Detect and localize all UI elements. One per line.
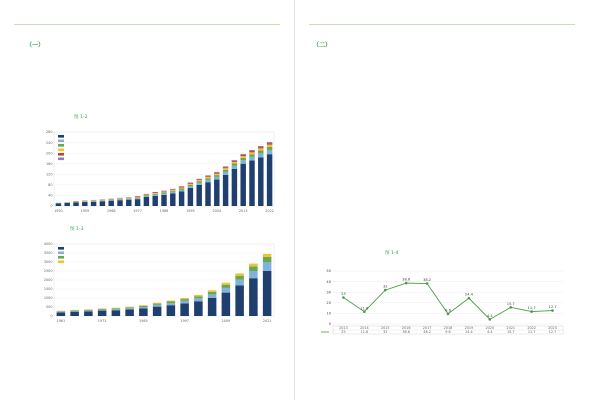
figure2-bar-segment bbox=[180, 298, 189, 299]
figure2-bar-segment bbox=[222, 288, 231, 293]
figure1-bar-segment bbox=[205, 176, 210, 177]
figure1-bar-segment bbox=[267, 150, 272, 154]
figure3-data-label: 38.2 bbox=[423, 278, 432, 283]
figure2-x-tick: 1997 bbox=[180, 319, 189, 323]
figure2-x-tick: 1961 bbox=[56, 319, 66, 323]
figure2-bar-segment bbox=[57, 312, 66, 316]
figure1-legend-swatch bbox=[58, 140, 64, 143]
figure1-bar-segment bbox=[267, 147, 272, 150]
figure3-table-value: 9.6 bbox=[445, 330, 451, 335]
left-paragraph-1 bbox=[26, 56, 276, 94]
figure1-bar-segment bbox=[267, 145, 272, 147]
figure2-bar-segment bbox=[249, 271, 258, 278]
figure1-bar-segment bbox=[152, 192, 157, 193]
figure1-bar-segment bbox=[214, 174, 219, 175]
figure1-bar-segment bbox=[267, 142, 272, 143]
figure2-bar-segment bbox=[222, 285, 231, 288]
figure1-bar-segment bbox=[249, 161, 254, 206]
figure1-x-tick: 2013 bbox=[238, 209, 248, 213]
figure1-bar-segment bbox=[170, 189, 175, 190]
figure3-data-label: 12.7 bbox=[548, 305, 557, 310]
figure1-bar-segment bbox=[179, 189, 184, 190]
figure2-bar-segment bbox=[139, 307, 148, 308]
figure2-legend-swatch bbox=[58, 252, 64, 255]
figure1-bar-segment bbox=[152, 193, 157, 194]
figure1-bar-segment bbox=[73, 202, 78, 203]
figure3-data-label: 25 bbox=[341, 292, 346, 297]
figure1-bar-segment bbox=[249, 154, 254, 157]
figure2-bar-segment bbox=[167, 303, 176, 305]
figure3-chart bbox=[315, 266, 577, 338]
figure3-table-value: 4.4 bbox=[487, 330, 493, 335]
figure1-bar-segment bbox=[126, 199, 131, 200]
figure1-y-tick: 240 bbox=[46, 140, 53, 145]
figure1-bar-segment bbox=[258, 146, 263, 147]
figure3-point bbox=[363, 310, 366, 313]
figure3-data-label: 32 bbox=[382, 284, 388, 289]
figure1-bar-segment bbox=[232, 166, 237, 169]
figure2-bar-segment bbox=[98, 311, 107, 316]
figure2-y-tick: 1500 bbox=[43, 287, 53, 292]
figure1-bar-segment bbox=[126, 198, 131, 199]
figure1-y-tick: 280 bbox=[46, 130, 53, 135]
figure2-bar-segment bbox=[70, 312, 79, 316]
figure1-legend-swatch bbox=[58, 153, 64, 156]
figure1-x-tick: 1950 bbox=[54, 209, 63, 213]
right-footnote bbox=[313, 368, 573, 378]
figure2-bar-segment bbox=[263, 271, 272, 316]
figure1-bar-segment bbox=[223, 167, 228, 168]
figure1-bar-segment bbox=[144, 195, 149, 196]
figure1-bar-segment bbox=[232, 163, 237, 165]
figure1-y-tick: 200 bbox=[46, 151, 53, 156]
figure1-bar-segment bbox=[179, 187, 184, 188]
figure1-legend-swatch bbox=[58, 158, 64, 161]
figure2-legend-swatch bbox=[58, 247, 64, 250]
figure3-point bbox=[530, 310, 533, 313]
right-paragraph-1 bbox=[313, 54, 573, 86]
figure1-bar-segment bbox=[108, 201, 113, 206]
figure2-bar-segment bbox=[84, 310, 93, 311]
figure1-bar-segment bbox=[232, 169, 237, 206]
left-paragraph-2 bbox=[26, 96, 276, 112]
figure3-table-value: 12.7 bbox=[548, 330, 557, 335]
figure2-y-tick: 2500 bbox=[43, 269, 53, 274]
figure2-bar-segment bbox=[208, 298, 217, 316]
figure3-x-tick: 2016 bbox=[401, 326, 411, 331]
figure3-table-value: 11.7 bbox=[527, 330, 536, 335]
figure1-bar-segment bbox=[161, 191, 166, 192]
figure2-legend-swatch bbox=[58, 256, 64, 259]
figure3-y-tick: 30 bbox=[326, 290, 331, 295]
figure3-x-tick: 2013 bbox=[339, 326, 348, 331]
figure1-bar-segment bbox=[249, 150, 254, 151]
figure2-bar-segment bbox=[263, 257, 272, 262]
figure2-chart bbox=[40, 240, 278, 326]
figure1-bar-segment bbox=[205, 175, 210, 176]
figure3-point bbox=[509, 306, 512, 309]
figure1-y-tick: 80 bbox=[48, 183, 53, 188]
figure1-bar-segment bbox=[249, 157, 254, 161]
figure2-x-tick: 2009 bbox=[221, 319, 231, 323]
figure3-x-tick: 2023 bbox=[548, 326, 557, 331]
figure2-bar-segment bbox=[84, 311, 93, 316]
figure1-bar-segment bbox=[205, 178, 210, 180]
figure2-bar-segment bbox=[167, 305, 176, 316]
figure1-bar-segment bbox=[152, 196, 157, 206]
figure1-bar-segment bbox=[249, 152, 254, 154]
figure3-x-tick: 2017 bbox=[422, 326, 432, 331]
figure3-table-value: 24.4 bbox=[465, 330, 473, 335]
figure1-bar-segment bbox=[240, 156, 245, 158]
figure2-bar-segment bbox=[98, 308, 107, 309]
figure2-y-tick: 3000 bbox=[43, 260, 53, 265]
figure2-x-tick: 1973 bbox=[97, 319, 107, 323]
figure1-bar-segment bbox=[100, 200, 105, 201]
figure3-x-tick: 2014 bbox=[360, 326, 369, 331]
figure2-bar-segment bbox=[194, 296, 203, 298]
figure1-bar-segment bbox=[117, 199, 122, 200]
figure1-bar-segment bbox=[205, 177, 210, 178]
figure1-legend-swatch bbox=[58, 149, 64, 152]
figure2-bar-segment bbox=[153, 307, 162, 316]
figure1-bar-segment bbox=[170, 191, 175, 192]
figure1-bar-segment bbox=[117, 199, 122, 200]
figure1-bar-segment bbox=[91, 202, 96, 206]
figure1-bar-segment bbox=[267, 154, 272, 206]
figure3-data-label: 24.4 bbox=[464, 292, 473, 297]
figure2-bar-segment bbox=[112, 309, 121, 310]
figure1-bar-segment bbox=[205, 180, 210, 182]
figure1-bar-segment bbox=[152, 195, 157, 196]
figure2-y-tick: 4000 bbox=[43, 242, 53, 247]
figure2-y-tick: 3500 bbox=[43, 251, 53, 256]
figure1-bar-segment bbox=[258, 147, 263, 148]
figure3-data-label: 4.4 bbox=[486, 313, 493, 318]
figure1-bar-segment bbox=[170, 193, 175, 206]
figure3-point bbox=[342, 296, 345, 299]
figure2-bar-segment bbox=[139, 305, 148, 306]
figure2-caption: 图 1-3 bbox=[70, 227, 84, 232]
figure3-y-tick: 0 bbox=[328, 322, 331, 327]
figure3-table-value: 38.2 bbox=[423, 330, 431, 335]
figure1-svg bbox=[40, 128, 278, 216]
right-header-rule bbox=[309, 24, 575, 25]
figure2-bar-segment bbox=[98, 310, 107, 311]
figure1-bar-segment bbox=[249, 151, 254, 152]
figure2-bar-segment bbox=[194, 295, 203, 296]
figure2-bar-segment bbox=[194, 301, 203, 316]
figure1-bar-segment bbox=[179, 191, 184, 206]
figure2-bar-segment bbox=[57, 312, 66, 313]
figure2-bar-segment bbox=[263, 262, 272, 271]
figure2-bar-segment bbox=[125, 307, 134, 308]
figure1-bar-segment bbox=[135, 199, 140, 206]
figure2-bar-segment bbox=[112, 308, 121, 309]
figure2-bar-segment bbox=[153, 304, 162, 305]
figure1-bar-segment bbox=[135, 198, 140, 199]
figure3-y-tick: 10 bbox=[326, 311, 331, 316]
figure1-bar-segment bbox=[267, 143, 272, 145]
figure1-caption: 图 1-2 bbox=[74, 115, 88, 120]
figure1-bar-segment bbox=[188, 188, 193, 206]
figure1-bar-segment bbox=[223, 175, 228, 206]
figure1-bar-segment bbox=[223, 170, 228, 172]
figure3-y-tick: 40 bbox=[326, 279, 331, 284]
figure1-bar-segment bbox=[170, 190, 175, 191]
right-paragraph-2 bbox=[313, 88, 573, 104]
figure2-y-tick: 0 bbox=[50, 314, 53, 319]
figure1-bar-segment bbox=[196, 185, 201, 206]
figure2-svg bbox=[40, 240, 278, 326]
figure3-point bbox=[426, 282, 429, 285]
figure1-x-tick: 1986 bbox=[159, 209, 169, 213]
figure1-bar-segment bbox=[214, 175, 219, 177]
figure1-bar-segment bbox=[214, 173, 219, 174]
figure3-table-value: 38.6 bbox=[402, 330, 410, 335]
figure1-bar-segment bbox=[240, 155, 245, 156]
left-header-rule bbox=[14, 24, 280, 25]
figure3-y-tick: 50 bbox=[326, 269, 331, 274]
figure1-bar-segment bbox=[100, 201, 105, 206]
left-section-title: （一） bbox=[26, 42, 45, 49]
figure2-bar-segment bbox=[208, 290, 217, 292]
figure3-x-tick: 2015 bbox=[380, 326, 390, 331]
figure2-bar-segment bbox=[208, 292, 217, 295]
figure3-x-tick: 2022 bbox=[527, 326, 536, 331]
figure2-bar-segment bbox=[222, 283, 231, 285]
figure1-bar-segment bbox=[135, 196, 140, 197]
figure1-bar-segment bbox=[205, 182, 210, 206]
figure3-data-label: 15.7 bbox=[506, 301, 515, 306]
figure2-y-tick: 2000 bbox=[43, 278, 53, 283]
figure1-bar-segment bbox=[214, 180, 219, 206]
figure2-bar-segment bbox=[70, 311, 79, 312]
figure1-bar-segment bbox=[108, 200, 113, 201]
figure1-bar-segment bbox=[100, 201, 105, 202]
figure1-bar-segment bbox=[196, 180, 201, 181]
figure2-bar-segment bbox=[180, 301, 189, 304]
figure1-x-tick: 1968 bbox=[106, 209, 116, 213]
figure2-y-tick: 1000 bbox=[43, 296, 53, 301]
figure2-bar-segment bbox=[153, 305, 162, 307]
figure1-bar-segment bbox=[188, 186, 193, 188]
figure2-bar-segment bbox=[235, 276, 244, 280]
figure3-point bbox=[405, 282, 408, 285]
figure1-bar-segment bbox=[170, 192, 175, 194]
figure2-bar-segment bbox=[57, 311, 66, 312]
figure2-bar-segment bbox=[139, 306, 148, 307]
figure3-svg bbox=[315, 266, 577, 338]
figure2-bar-segment bbox=[153, 303, 162, 304]
figure1-bar-segment bbox=[161, 195, 166, 206]
figure1-x-tick: 1977 bbox=[133, 209, 142, 213]
figure2-bar-segment bbox=[249, 264, 258, 267]
figure1-bar-segment bbox=[196, 183, 201, 185]
figure2-bar-segment bbox=[125, 307, 134, 308]
figure1-bar-segment bbox=[188, 184, 193, 185]
figure1-bar-segment bbox=[223, 168, 228, 170]
figure2-bar-segment bbox=[167, 302, 176, 304]
figure1-bar-segment bbox=[170, 189, 175, 190]
figure3-point bbox=[468, 297, 471, 300]
figure1-bar-segment bbox=[108, 199, 113, 200]
figure3-caption: 图 1-4 bbox=[385, 251, 399, 256]
figure1-bar-segment bbox=[232, 161, 237, 162]
figure3-table-value: 11.6 bbox=[360, 330, 369, 335]
figure2-bar-segment bbox=[125, 308, 134, 309]
right-section-title: （二） bbox=[313, 42, 332, 49]
figure2-bar-segment bbox=[167, 301, 176, 302]
figure1-bar-segment bbox=[214, 177, 219, 180]
figure1-bar-segment bbox=[179, 190, 184, 192]
figure3-table-value: 32 bbox=[383, 330, 388, 335]
right-paragraph-3 bbox=[313, 106, 573, 146]
figure1-bar-segment bbox=[258, 157, 263, 206]
figure2-bar-segment bbox=[235, 285, 244, 316]
figure3-data-label: 38.6 bbox=[402, 277, 411, 282]
figure1-bar-segment bbox=[240, 158, 245, 160]
left-paragraph-3 bbox=[26, 342, 276, 382]
figure2-legend-swatch bbox=[58, 261, 64, 264]
figure1-bar-segment bbox=[240, 164, 245, 206]
figure1-bar-segment bbox=[258, 148, 263, 150]
figure1-bar-segment bbox=[214, 172, 219, 173]
figure1-bar-segment bbox=[117, 198, 122, 199]
figure1-bar-segment bbox=[258, 153, 263, 157]
figure2-bar-segment bbox=[125, 310, 134, 316]
figure2-bar-segment bbox=[235, 273, 244, 275]
figure1-bar-segment bbox=[91, 201, 96, 202]
figure1-bar-segment bbox=[64, 203, 69, 206]
figure3-table-value: 25 bbox=[341, 330, 346, 335]
figure1-bar-segment bbox=[179, 188, 184, 189]
figure1-bar-segment bbox=[196, 179, 201, 180]
figure1-bar-segment bbox=[196, 181, 201, 183]
figure3-table-value: 15.7 bbox=[506, 330, 515, 335]
figure1-legend-swatch bbox=[58, 144, 64, 147]
figure3-data-label: 11.6 bbox=[360, 306, 369, 311]
figure1-bar-segment bbox=[161, 194, 166, 195]
figure1-bar-segment bbox=[188, 185, 193, 186]
figure1-x-tick: 1995 bbox=[186, 209, 195, 213]
figure1-bar-segment bbox=[240, 154, 245, 155]
figure3-x-tick: 2020 bbox=[485, 326, 495, 331]
figure1-bar-segment bbox=[117, 200, 122, 206]
figure1-bar-segment bbox=[144, 197, 149, 206]
figure1-bar-segment bbox=[152, 193, 157, 194]
figure1-bar-segment bbox=[196, 179, 201, 180]
figure1-bar-segment bbox=[223, 166, 228, 167]
right-page bbox=[295, 0, 589, 400]
figure1-x-tick: 2004 bbox=[212, 209, 222, 213]
figure1-bar-segment bbox=[91, 201, 96, 202]
figure2-bar-segment bbox=[194, 298, 203, 301]
figure1-bar-segment bbox=[126, 198, 131, 199]
left-page bbox=[0, 0, 294, 400]
figure1-bar-segment bbox=[56, 203, 61, 206]
figure1-bar-segment bbox=[135, 197, 140, 198]
figure1-y-tick: 40 bbox=[48, 193, 53, 198]
figure2-x-tick: 1985 bbox=[139, 319, 148, 323]
figure2-bar-segment bbox=[235, 280, 244, 286]
figure2-bar-segment bbox=[112, 308, 121, 309]
figure1-bar-segment bbox=[161, 192, 166, 193]
figure3-x-tick: 2018 bbox=[443, 326, 453, 331]
figure1-chart bbox=[40, 128, 278, 216]
figure3-point bbox=[551, 309, 554, 312]
figure2-bar-segment bbox=[208, 294, 217, 298]
figure1-bar-segment bbox=[73, 202, 78, 206]
figure2-x-tick: 2021 bbox=[262, 319, 272, 323]
figure1-bar-segment bbox=[188, 183, 193, 184]
figure1-x-tick: 1959 bbox=[80, 209, 90, 213]
figure2-bar-segment bbox=[180, 303, 189, 316]
figure1-bar-segment bbox=[161, 193, 166, 194]
figure1-legend-swatch bbox=[58, 135, 64, 138]
figure1-bar-segment bbox=[223, 172, 228, 175]
figure1-y-tick: 0 bbox=[50, 204, 53, 209]
figure1-bar-segment bbox=[232, 160, 237, 161]
figure2-bar-segment bbox=[98, 309, 107, 310]
figure1-bar-segment bbox=[258, 151, 263, 154]
figure2-bar-segment bbox=[180, 299, 189, 301]
figure1-bar-segment bbox=[232, 162, 237, 164]
figure2-bar-segment bbox=[84, 310, 93, 311]
figure3-point bbox=[489, 318, 492, 321]
figure1-x-tick: 2022 bbox=[265, 209, 274, 213]
figure3-point bbox=[384, 289, 387, 292]
figure3-point bbox=[447, 313, 450, 316]
figure2-bar-segment bbox=[222, 293, 231, 316]
figure1-bar-segment bbox=[135, 198, 140, 199]
figure3-x-tick: 2019 bbox=[464, 326, 474, 331]
figure2-bar-segment bbox=[263, 254, 272, 257]
figure1-y-tick: 160 bbox=[46, 161, 53, 166]
figure3-data-label: 11.7 bbox=[527, 306, 536, 311]
figure2-y-tick: 500 bbox=[46, 305, 53, 310]
figure1-bar-segment bbox=[240, 160, 245, 163]
figure2-bar-segment bbox=[249, 278, 258, 316]
figure3-y-tick: 20 bbox=[326, 301, 331, 305]
figure2-bar-segment bbox=[249, 266, 258, 271]
figure1-bar-segment bbox=[82, 202, 87, 203]
figure1-bar-segment bbox=[144, 194, 149, 195]
figure1-bar-segment bbox=[161, 191, 166, 192]
figure1-bar-segment bbox=[179, 186, 184, 187]
figure1-bar-segment bbox=[144, 195, 149, 196]
figure3-data-label: 9.6 bbox=[445, 308, 451, 313]
figure1-y-tick: 120 bbox=[46, 172, 53, 177]
figure3-x-tick: 2021 bbox=[506, 326, 516, 331]
figure2-bar-segment bbox=[70, 310, 79, 311]
figure1-bar-segment bbox=[152, 194, 157, 195]
figure1-bar-segment bbox=[144, 196, 149, 197]
figure1-bar-segment bbox=[126, 200, 131, 206]
figure2-bar-segment bbox=[139, 308, 148, 316]
figure1-bar-segment bbox=[82, 202, 87, 206]
figure1-bar-segment bbox=[188, 182, 193, 183]
figure2-bar-segment bbox=[112, 310, 121, 316]
